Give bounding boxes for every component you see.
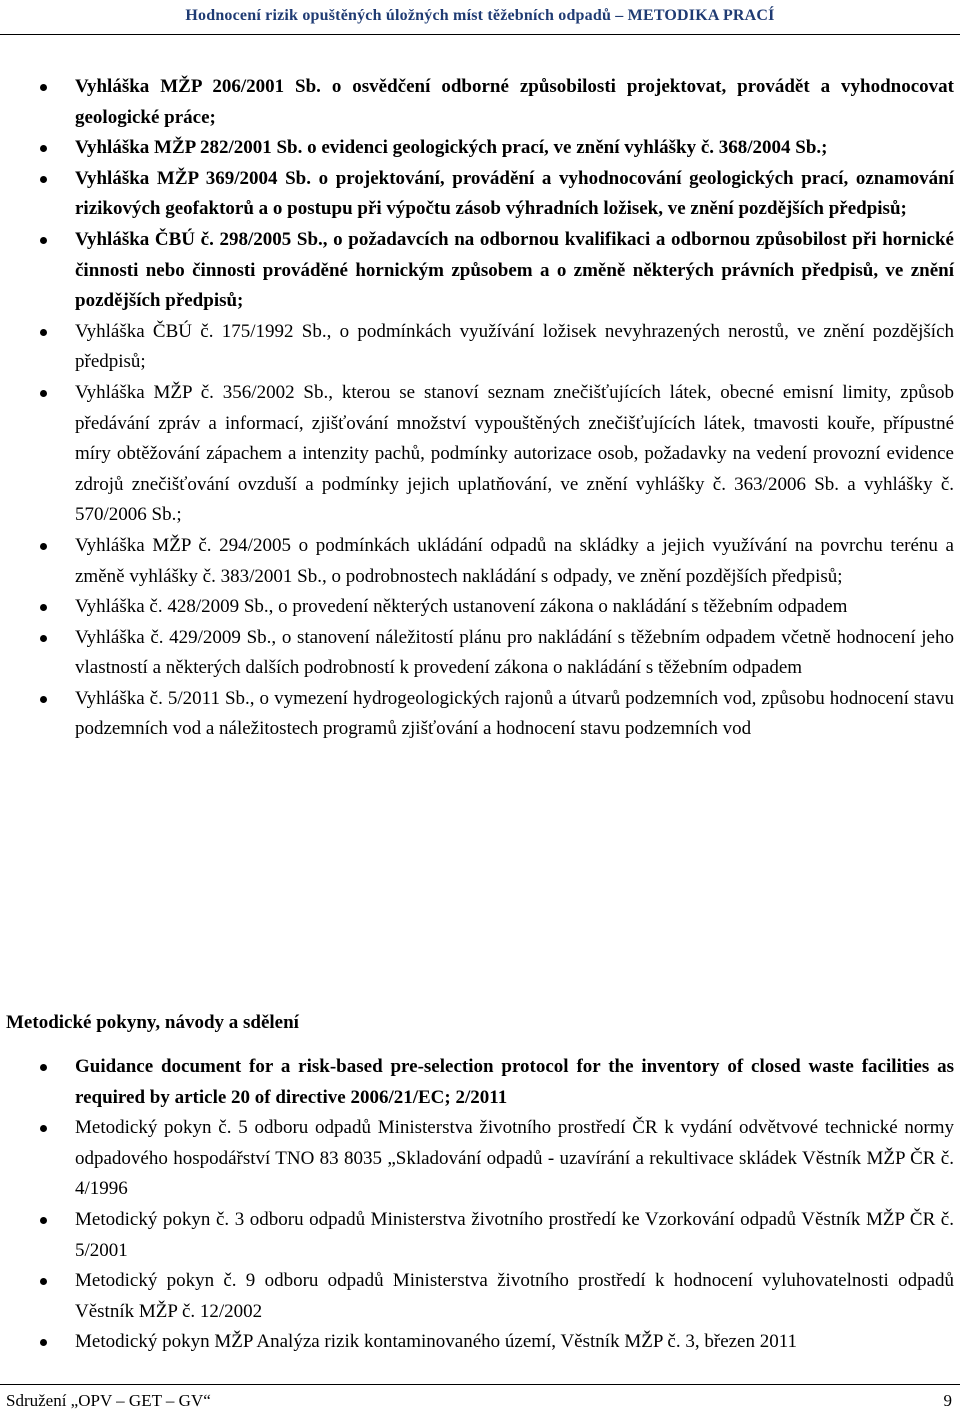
- list-item-text: Metodický pokyn č. 9 odboru odpadů Ministerstva životního prostředí k hodnocení vyluhovatelnosti odpadů Věstník MŽP č. 12/2002: [75, 1270, 954, 1322]
- legislation-list: [0, 72, 960, 745]
- list-item-text: Vyhláška č. 429/2009 Sb., o stanovení náležitostí plánu pro nakládání s těžebním odpadem včetně hodnocení jeho vlastností a některých dalších podrobností k provedení zákona o nakládání s těžebním odpadem: [75, 626, 954, 679]
- bullet-icon: [40, 237, 47, 244]
- bullet-icon: [40, 696, 47, 703]
- list-item-text: Vyhláška ČBÚ č. 298/2005 Sb., o požadavcích na odbornou kvalifikaci a odbornou způsobilost při hornické činnosti nebo činnosti prováděné hornickým způsobem a o změně některých právních předpisů, ve znění pozdějších předpisů;: [75, 228, 954, 312]
- page-number: 9: [943, 1391, 952, 1410]
- list-item: [0, 1113, 960, 1205]
- list-item-text: Vyhláška č. 5/2011 Sb., o vymezení hydrogeologických rajonů a útvarů podzemních vod, způsobu hodnocení stavu podzemních vod a náležitostech programů zjišťování a hodnocení stavu podzemních vod: [75, 687, 954, 740]
- list-item-text: Vyhláška č. 428/2009 Sb., o provedení některých ustanovení zákona o nakládání s těžebním odpadem: [75, 596, 848, 618]
- section-heading: Metodické pokyny, návody a sdělení: [6, 1012, 299, 1033]
- list-item-text: Vyhláška MŽP 369/2004 Sb. o projektování, provádění a vyhodnocování geologických prací, oznamování rizikových geofaktorů a o postupu při výpočtu zásob výhradních ložisek, ve znění pozdějších předpisů;: [75, 167, 954, 220]
- list-item-text: Vyhláška MŽP 206/2001 Sb. o osvědčení odborné způsobilosti projektovat, provádět a vyhodnocovat geologické práce;: [75, 76, 954, 128]
- running-header: [0, 0, 960, 35]
- footer-organization: Sdružení „OPV – GET – GV“: [6, 1391, 211, 1410]
- list-item: [0, 133, 960, 164]
- header-title: Hodnocení rizik opuštěných úložných míst těžebních odpadů – METODIKA PRACÍ: [185, 7, 775, 24]
- bullet-icon: [40, 390, 47, 397]
- list-item-text: Vyhláška ČBÚ č. 175/1992 Sb., o podmínkách využívání ložisek nevyhrazených nerostů, ve znění pozdějších předpisů;: [75, 320, 954, 373]
- list-item-text: Metodický pokyn č. 5 odboru odpadů Ministerstva životního prostředí ČR k vydání odvětvové technické normy odpadového hospodářství TNO 83 8035 „Skladování odpadů - uzavírání a rekultivace skládek Věstník MŽP ČR č. 4/1996: [75, 1117, 954, 1200]
- list-item-text: Guidance document for a risk-based pre-selection protocol for the inventory of closed waste facilities as required by article 20 of directive 2006/21/EC; 2/2011: [75, 1056, 954, 1108]
- list-item: [0, 317, 960, 378]
- bullet-icon: [40, 543, 47, 550]
- list-item-text: Vyhláška MŽP č. 294/2005 o podmínkách ukládání odpadů na skládky a jejich využívání na povrchu terénu a změně vyhlášky č. 383/2001 Sb., o podrobnostech nakládání s odpady, ve znění pozdějších předpisů;: [75, 534, 954, 587]
- list-item-text: Metodický pokyn č. 3 odboru odpadů Ministerstva životního prostředí ke Vzorkování odpadů Věstník MŽP ČR č. 5/2001: [75, 1208, 954, 1261]
- bullet-icon: [40, 1217, 47, 1224]
- list-item: [0, 531, 960, 592]
- list-item-text: Vyhláška MŽP č. 356/2002 Sb., kterou se stanoví seznam znečišťujících látek, obecné emisní limity, způsob předávání zpráv a informací, zjišťování množství vypouštěných znečišťujících látek, tmavosti kouře, přípustné míry obtěžování zápachem a intenzity pachů, podmínky autorizace osob, požadavky na vedení provozní evidence zdrojů znečišťování ovzduší a podmínky jejich uplatňování, ve znění vyhlášky č. 363/2006 Sb. a vyhlášky č. 570/2006 Sb.;: [75, 381, 954, 526]
- list-item: [0, 378, 960, 531]
- list-item: [0, 1205, 960, 1266]
- list-item: [0, 1052, 960, 1113]
- bullet-icon: [40, 176, 47, 183]
- list-item: [0, 1327, 960, 1358]
- bullet-icon: [40, 84, 47, 91]
- bullet-icon: [40, 329, 47, 336]
- bullet-icon: [40, 604, 47, 611]
- list-item: [0, 1266, 960, 1327]
- list-item-text: Metodický pokyn MŽP Analýza rizik kontaminovaného území, Věstník MŽP č. 3, březen 2011: [75, 1331, 798, 1353]
- bullet-icon: [40, 1064, 47, 1071]
- list-item: [0, 164, 960, 225]
- bullet-icon: [40, 1278, 47, 1285]
- list-item: [0, 592, 960, 623]
- list-item: [0, 623, 960, 684]
- bullet-icon: [40, 1125, 47, 1132]
- page-footer: [0, 1384, 960, 1417]
- bullet-icon: [40, 1339, 47, 1346]
- list-item-text: Vyhláška MŽP 282/2001 Sb. o evidenci geologických prací, ve znění vyhlášky č. 368/2004 Sb.;: [75, 137, 828, 159]
- list-item: [0, 225, 960, 317]
- list-item: [0, 684, 960, 745]
- list-item: [0, 72, 960, 133]
- bullet-icon: [40, 635, 47, 642]
- bullet-icon: [40, 145, 47, 152]
- guidance-list: [0, 1052, 960, 1358]
